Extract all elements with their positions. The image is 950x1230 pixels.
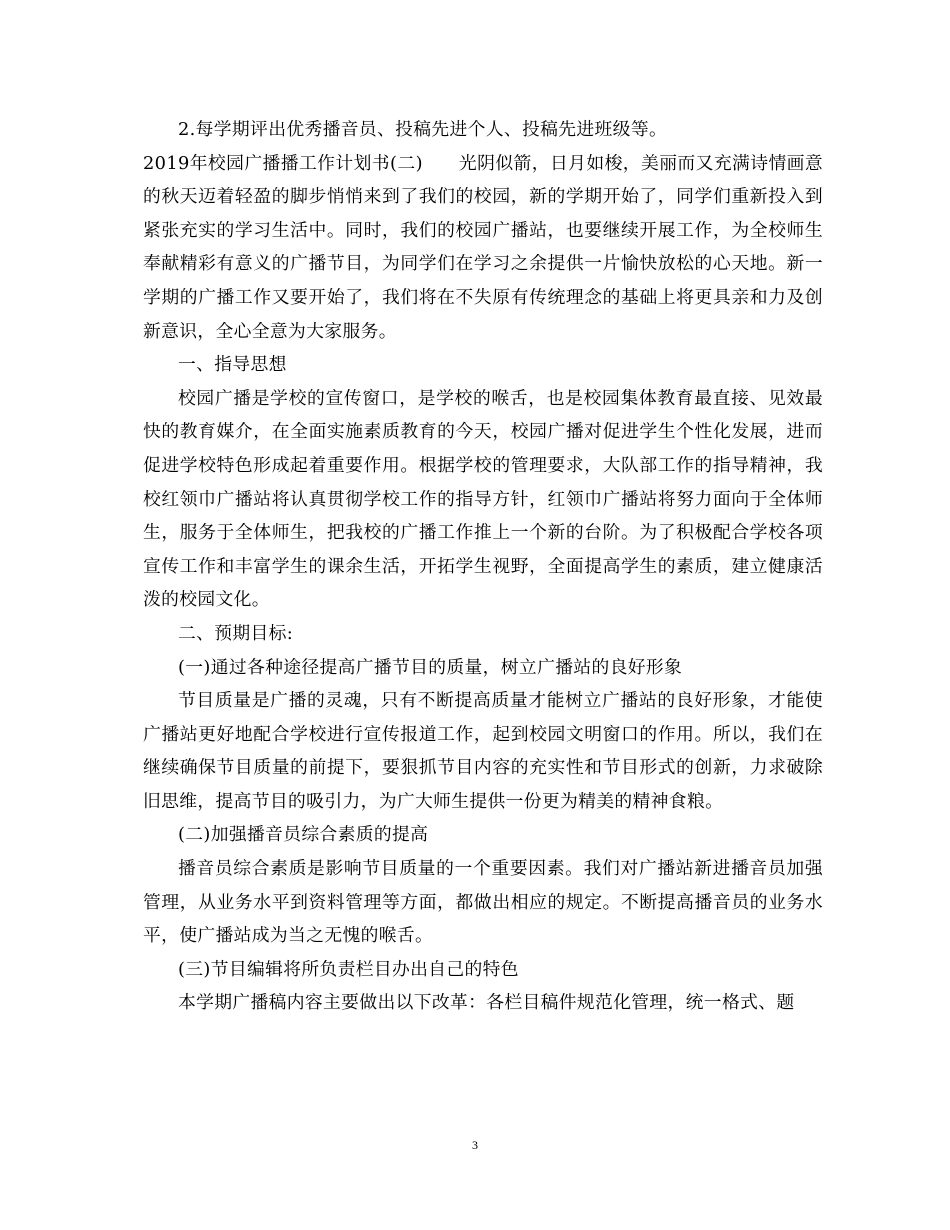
- heading-guiding-ideology: 一、指导思想: [178, 354, 287, 376]
- subheading-goal-two: (二)加强播音员综合素质的提高: [178, 824, 429, 846]
- plan-title: 2019年校园广播播工作计划书(二): [143, 152, 423, 174]
- paragraph-goal-three: 本学期广播稿内容主要做出以下改革：各栏目稿件规范化管理，统一格式、题: [178, 992, 795, 1014]
- paragraph-guiding-ideology: 校园广播是学校的宣传窗口，是学校的喉舌，也是校园集体教育最直接、见效最快的教育媒介，在全面实施素质教育的今天，校园广播对促进学生个性化发展，进而促进学校特色形成起着重要作用。根据学校的管理要求，大队部工作的指导精神，我校红领巾广播站将认真贯彻学校工作的指导方针，红领巾广播站将努力面向于全体师生，服务于全体师生，把我校的广播工作推上一个新的台阶。为了积极配合学校各项宣传工作和丰富学生的课余生活，开拓学生视野，全面提高学生的素质，建立健康活泼的校园文化。: [143, 387, 823, 611]
- paragraph-award-item: 2.每学期评出优秀播音员、投稿先进个人、投稿先进班级等。: [178, 119, 668, 140]
- subheading-goal-three: (三)节目编辑将所负责栏目办出自己的特色: [178, 958, 519, 980]
- heading-expected-goals: 二、预期目标:: [178, 622, 294, 644]
- paragraph-goal-one: 节目质量是广播的灵魂，只有不断提高质量才能树立广播站的良好形象，才能使广播站更好地配合学校进行宣传报道工作，起到校园文明窗口的作用。所以，我们在继续确保节目质量的前提下，要狠抓节目内容的充实性和节目形式的创新，力求破除旧思维，提高节目的吸引力，为广大师生提供一份更为精美的精神食粮。: [143, 690, 823, 812]
- subheading-goal-one: (一)通过各种途径提高广播节目的质量，树立广播站的良好形象: [178, 656, 683, 678]
- paragraph-plan-intro: [143, 147, 823, 349]
- plan-intro-text: 光阴似箭，日月如梭，美丽而又充满诗情画意的秋天迈着轻盈的脚步悄悄来到了我们的校园，新的学期开始了，同学们重新投入到紧张充实的学习生活中。同时，我们的校园广播站，也要继续开展工作，为全校师生奉献精彩有意义的广播节目，为同学们在学习之余提供一片愉快放松的心天地。新一学期的广播工作又要开始了，我们将在不失原有传统理念的基础上将更具亲和力及创新意识，全心全意为大家服务。: [143, 152, 823, 342]
- page-number: 3: [472, 1138, 478, 1152]
- body-text: [143, 113, 823, 1020]
- paragraph-goal-two: 播音员综合素质是影响节目质量的一个重要因素。我们对广播站新进播音员加强管理，从业务水平到资料管理等方面，都做出相应的规定。不断提高播音员的业务水平，使广播站成为当之无愧的喉舌。: [143, 858, 823, 947]
